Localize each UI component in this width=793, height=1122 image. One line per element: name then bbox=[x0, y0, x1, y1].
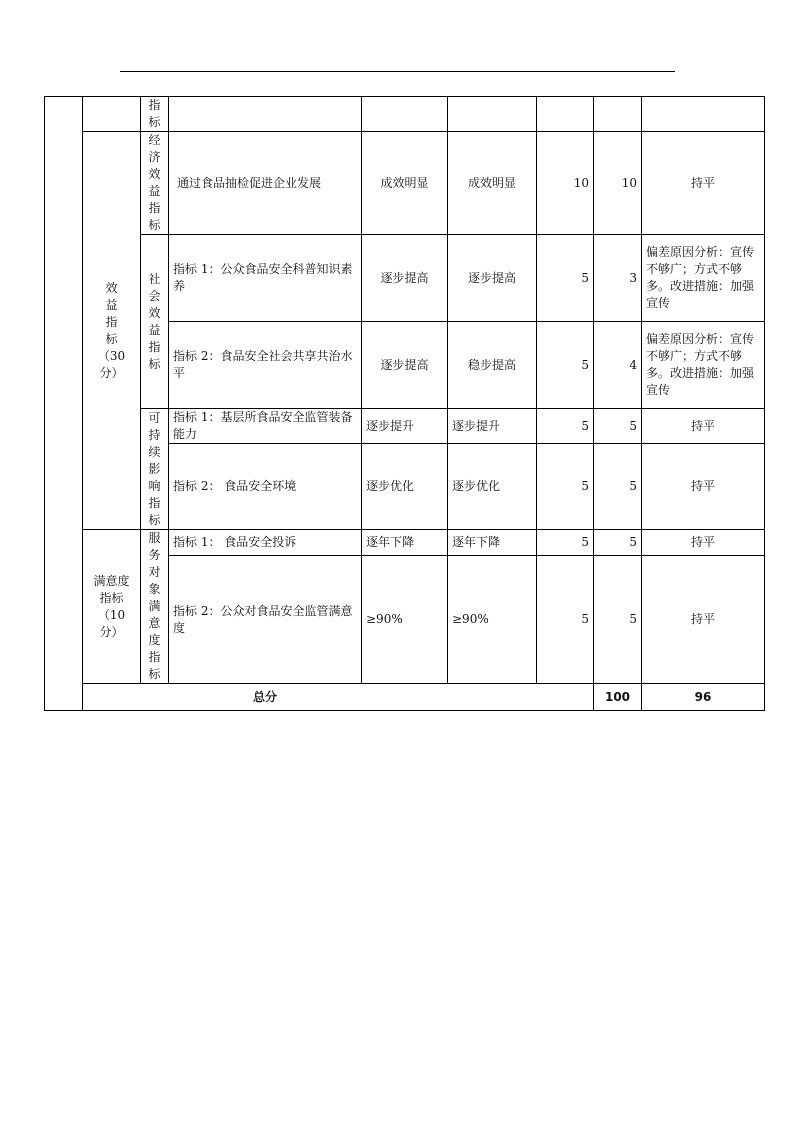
blank-left-cell bbox=[45, 97, 83, 711]
target-cell: 逐步提升 bbox=[362, 409, 448, 444]
total-row bbox=[45, 684, 765, 711]
remark-cell: 持平 bbox=[642, 409, 765, 444]
subcategory-economic: 经济效益指标 bbox=[141, 132, 169, 235]
actual-cell: 稳步提高 bbox=[448, 322, 537, 409]
actual-cell: 逐步提升 bbox=[448, 409, 537, 444]
target-cell: 逐步提高 bbox=[362, 235, 448, 322]
actual-cell: 成效明显 bbox=[448, 132, 537, 235]
header-rule bbox=[120, 71, 675, 72]
actual-cell: ≥90% bbox=[448, 556, 537, 684]
blank-category-cell bbox=[83, 97, 141, 132]
table-row bbox=[45, 409, 765, 444]
subcategory-service: 服务对象满意度指标 bbox=[141, 530, 169, 684]
target-cell: 成效明显 bbox=[362, 132, 448, 235]
table-row bbox=[45, 132, 765, 235]
target-cell: 逐年下降 bbox=[362, 530, 448, 556]
full-score-cell: 5 bbox=[537, 530, 594, 556]
indicator-cell: 指标 1：基层所食品安全监管装备能力 bbox=[169, 409, 362, 444]
total-full-score: 100 bbox=[594, 684, 642, 711]
remark-cell: 持平 bbox=[642, 444, 765, 530]
subcategory-continued: 指标 bbox=[141, 97, 169, 132]
actual-cell: 逐步提高 bbox=[448, 235, 537, 322]
subcategory-sustainable: 可持续影响指标 bbox=[141, 409, 169, 530]
satisfaction-category: 满意度 指标 （10 分） bbox=[83, 530, 141, 684]
score-cell: 5 bbox=[594, 530, 642, 556]
actual-cell: 逐步优化 bbox=[448, 444, 537, 530]
full-score-cell: 5 bbox=[537, 235, 594, 322]
target-cell: 逐步优化 bbox=[362, 444, 448, 530]
table-row bbox=[45, 97, 765, 132]
indicator-cell: 通过食品抽检促进企业发展 bbox=[169, 132, 362, 235]
full-score-cell: 5 bbox=[537, 409, 594, 444]
actual-cell: 逐年下降 bbox=[448, 530, 537, 556]
remark-cell: 持平 bbox=[642, 530, 765, 556]
remark-cell: 偏差原因分析：宣传不够广；方式不够多。改进措施：加强宣传 bbox=[642, 322, 765, 409]
score-cell: 4 bbox=[594, 322, 642, 409]
score-cell: 10 bbox=[594, 132, 642, 235]
indicator-cell: 指标 2：公众对食品安全监管满意度 bbox=[169, 556, 362, 684]
total-label: 总分 bbox=[83, 684, 594, 711]
full-score-cell: 10 bbox=[537, 132, 594, 235]
remark-cell: 持平 bbox=[642, 556, 765, 684]
target-cell: ≥90% bbox=[362, 556, 448, 684]
target-cell: 逐步提高 bbox=[362, 322, 448, 409]
full-score-cell: 5 bbox=[537, 556, 594, 684]
benefit-category: 效 益 指 标 （30 分） bbox=[83, 132, 141, 530]
indicator-cell: 指标 1： 食品安全投诉 bbox=[169, 530, 362, 556]
full-score-cell: 5 bbox=[537, 444, 594, 530]
subcategory-social: 社会效益指标 bbox=[141, 235, 169, 409]
score-cell: 3 bbox=[594, 235, 642, 322]
score-cell: 5 bbox=[594, 444, 642, 530]
indicator-cell: 指标 2： 食品安全环境 bbox=[169, 444, 362, 530]
indicator-cell: 指标 2：食品安全社会共享共治水平 bbox=[169, 322, 362, 409]
remark-cell: 持平 bbox=[642, 132, 765, 235]
indicator-cell: 指标 1：公众食品安全科普知识素养 bbox=[169, 235, 362, 322]
table-row bbox=[45, 530, 765, 556]
full-score-cell: 5 bbox=[537, 322, 594, 409]
total-score: 96 bbox=[642, 684, 765, 711]
remark-cell: 偏差原因分析：宣传不够广；方式不够多。改进措施：加强宣传 bbox=[642, 235, 765, 322]
table-row bbox=[45, 235, 765, 322]
score-cell: 5 bbox=[594, 556, 642, 684]
score-cell: 5 bbox=[594, 409, 642, 444]
performance-table bbox=[44, 96, 765, 711]
